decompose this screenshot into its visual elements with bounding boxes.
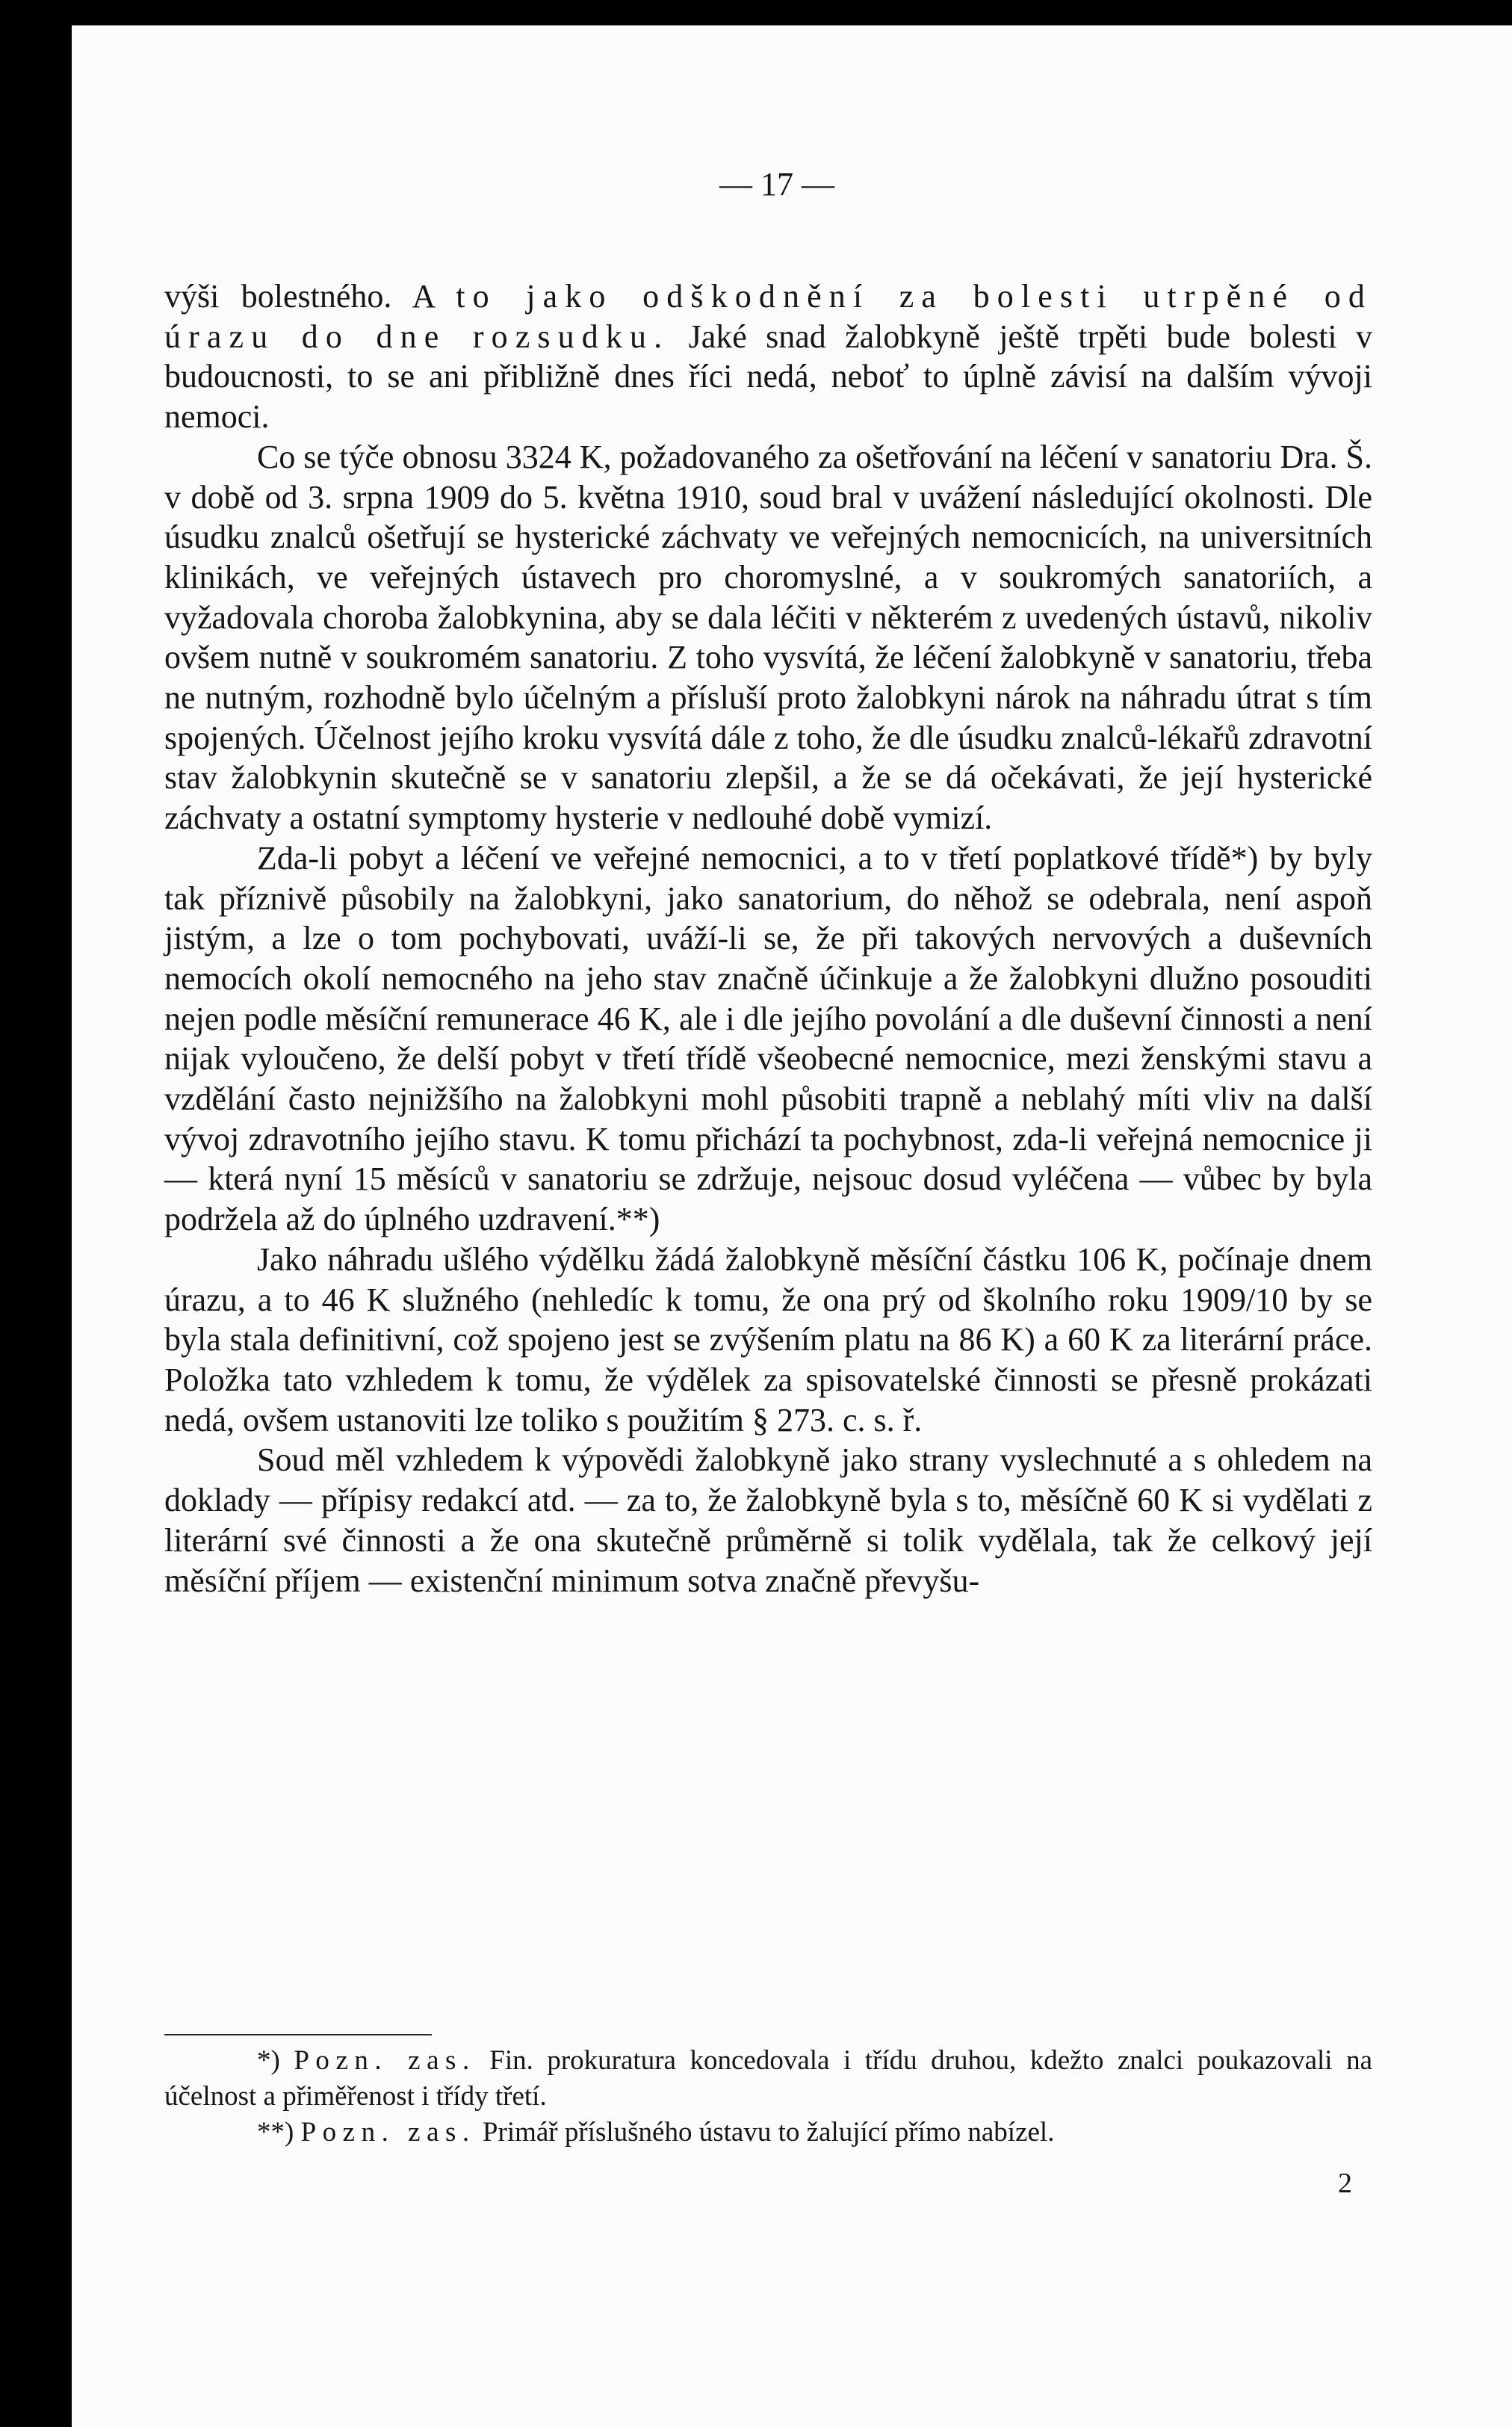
footnote-label: Pozn. zas. (300, 2117, 476, 2148)
text-run: Zda-li pobyt a léčení ve veřejné nemocnici, a to v třetí poplatkové třídě*) by byly tak příznivě působily na žalobkyni, jako sanatorium, do něhož se odebrala, není aspoň jistým, a lze o tom pochybovati, uváží-li se, že při takových nervových a duševních nemocích okolí nemocného na jeho stav značně účinkuje a že žalobkyni dlužno posouditi nejen podle měsíční remunerace 46 K, ale i dle jejího povolání a dle duševní činnosti a není nijak vyloučeno, že delší pobyt v třetí třídě všeobecné nemocnice, mezi ženskými stavu a vzdělání často nejnižšího na žalobkyni mohl působiti trapně a neblahý míti vliv na další vývoj zdravotního jejího stavu. K tomu přichází ta pochybnost, zda-li veřejná nemocnice ji — která nyní 15 měsíců v sanatoriu se zdržuje, nejsouc dosud vyléčena — vůbec by byla podržela až do úplného uzdravení.**) (164, 839, 1372, 1238)
footnote-divider (164, 2034, 432, 2035)
footnote-text: Fin. prokuratura koncedovala i třídu druhou, kdežto znalci poukazovali na účelnost a přiměřenost i třídy třetí. (164, 2045, 1372, 2112)
text-run: Jako náhradu ušlého výdělku žádá žalobkyně měsíční částku 106 K, počínaje dnem úrazu, a to 46 K služného (nehledíc k tomu, že ona prý od školního roku 1909/10 by se byla stala definitivní, což spojeno jest se zvýšením platu na 86 K) a 60 K za literární práce. Položka tato vzhledem k tomu, že výdělek za spisovatelské činnosti se přesně prokázati nedá, ovšem ustanoviti lze toliko s použitím § 273. c. s. ř. (164, 1240, 1372, 1438)
document-page (72, 25, 1512, 2427)
paragraph-2 (164, 437, 1372, 838)
footnote-2 (164, 2115, 1372, 2151)
paragraph-1 (164, 276, 1372, 437)
footnote-marker: *) (257, 2045, 294, 2076)
text-run: Jaké snad žalobkyně ještě trpěti bude bolesti v budoucnosti, to se ani přibližně dnes říci nedá, neboť to úplně závisí na dalším vývoji nemoci. (164, 318, 1372, 436)
page-number: — 17 — (719, 166, 834, 202)
body-text (164, 276, 1372, 1601)
sheet-signature: 2 (1338, 2168, 1352, 2199)
text-run: výši bolestného. A (164, 278, 456, 315)
footnote-label: Pozn. zas. (294, 2045, 476, 2076)
paragraph-5 (164, 1440, 1372, 1601)
text-run: Soud měl vzhledem k výpovědi žalobkyně jako strany vyslechnuté a s ohledem na doklady — přípisy redakcí atd. — za to, že žalobkyně byla s to, měsíčně 60 K si vydělati z literární své činnosti a že ona skutečně průměrně si tolik vydělala, tak že celkový její měsíční příjem — existenční minimum sotva značně převyšu- (164, 1441, 1372, 1599)
spaced-text-run: to jako odškodnění za bolesti utrpěné od úrazu do dne rozsudku. (164, 278, 1372, 355)
footnote-text: Primář příslušného ústavu to žalující přímo nabízel. (475, 2117, 1055, 2148)
paragraph-4 (164, 1240, 1372, 1441)
footnote-1 (164, 2043, 1372, 2115)
footnote-marker: **) (257, 2117, 301, 2148)
paragraph-3 (164, 838, 1372, 1240)
footnotes (164, 2043, 1372, 2151)
text-run: Co se týče obnosu 3324 K, požadovaného za ošetřování na léčení v sanatoriu Dra. Š. v době od 3. srpna 1909 do 5. května 1910, soud bral v uvážení následující okolnosti. Dle úsudku znalců ošetřují se hysterické záchvaty ve veřejných nemocnicích, na universitních klinikách, ve veřejných ústavech pro choromyslné, a v soukromých sanatoriích, a vyžadovala choroba žalobkynina, aby se dala léčiti v některém z uvedených ústavů, nikoliv ovšem nutně v soukromém sanatoriu. Z toho vysvítá, že léčení žalobkyně v sanatoriu, třeba ne nutným, rozhodně bylo účelným a přísluší proto žalobkyni nárok na náhradu útrat s tím spojených. Účelnost jejího kroku vysvítá dále z toho, že dle úsudku znalců-lékařů zdravotní stav žalobkynin skutečně se v sanatoriu zlepšil, a že se dá očekávati, že její hysterické záchvaty a ostatní symptomy hysterie v nedlouhé době vymizí. (164, 438, 1372, 837)
